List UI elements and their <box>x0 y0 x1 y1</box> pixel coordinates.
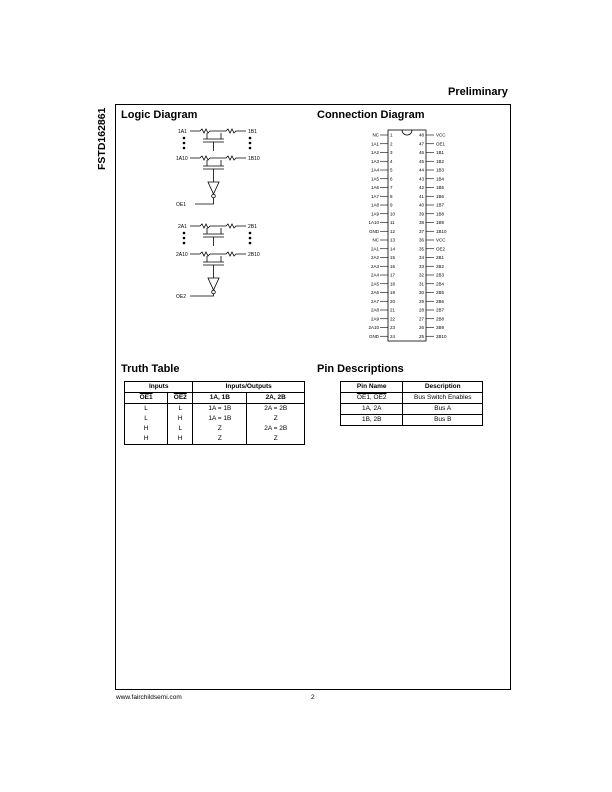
footer-page-number: 2 <box>311 694 315 701</box>
pin-name-right: 1B6 <box>436 193 445 199</box>
truth-cell: L <box>125 414 168 424</box>
pin-number-left: 21 <box>390 307 396 313</box>
pin-name-left: 2A4 <box>370 272 379 278</box>
pin-number-right: 47 <box>418 141 424 147</box>
pin-number-left: 14 <box>390 246 396 252</box>
truth-cell: 2A = 2B <box>247 424 305 434</box>
pin-number-left: 12 <box>390 228 396 234</box>
truth-header: OE1 <box>125 393 168 404</box>
truth-cell: Z <box>193 434 247 445</box>
truth-cell: H <box>168 434 193 445</box>
pin-name-left: 1A5 <box>370 176 379 182</box>
pin-name-right: 1B9 <box>436 220 445 226</box>
pin-name-right: 2B3 <box>436 272 445 278</box>
pin-number-right: 33 <box>418 263 424 269</box>
pin-cell: 1B, 2B <box>341 415 403 426</box>
pin-name-left: 2A1 <box>370 246 379 252</box>
pin-number-left: 5 <box>390 167 393 173</box>
pin-number-right: 42 <box>418 185 424 191</box>
pin-number-right: 43 <box>418 176 424 182</box>
truth-group-outputs: Inputs/Outputs <box>193 382 305 393</box>
pin-number-right: 31 <box>418 281 424 287</box>
pin-header: Pin Name <box>341 382 403 393</box>
pin-number-left: 7 <box>390 185 393 191</box>
label-1a10: 1A10 <box>176 156 188 162</box>
truth-cell: 1A = 1B <box>193 404 247 415</box>
footer-website[interactable]: www.fairchildsemi.com <box>116 694 182 701</box>
pin-name-left: 2A3 <box>370 263 379 269</box>
pin-name-left: 1A2 <box>370 150 379 156</box>
pin-name-left: 2A8 <box>370 307 379 313</box>
pin-number-left: 6 <box>390 176 393 182</box>
truth-header: 2A, 2B <box>247 393 305 404</box>
logic-diagram <box>160 122 290 312</box>
pin-number-left: 11 <box>390 220 395 226</box>
label-1b10: 1B10 <box>248 156 260 162</box>
label-2a10: 2A10 <box>176 252 188 258</box>
pin-name-left: 2A6 <box>370 290 379 296</box>
pin-name-right: 2B7 <box>436 307 445 313</box>
pin-name-left: 2A9 <box>370 316 379 322</box>
truth-cell: L <box>168 404 193 415</box>
pin-name-left: NC <box>372 237 379 243</box>
pin-number-right: 30 <box>418 290 424 296</box>
pin-name-right: 1B5 <box>436 185 445 191</box>
pin-name-right: 1B2 <box>436 158 445 164</box>
pin-name-left: GND <box>369 228 379 234</box>
pin-name-right: OE2 <box>436 246 446 252</box>
truth-cell: H <box>125 424 168 434</box>
truth-cell: H <box>168 414 193 424</box>
truth-table <box>124 381 305 445</box>
label-1a1: 1A1 <box>178 129 187 135</box>
pin-name-right: 2B5 <box>436 290 445 296</box>
truth-cell: L <box>168 424 193 434</box>
pin-number-right: 46 <box>418 150 424 156</box>
pin-name-right: VCC <box>436 132 446 138</box>
pin-number-right: 28 <box>418 307 424 313</box>
truth-header: 1A, 1B <box>193 393 247 404</box>
pin-cell: Bus Switch Enables <box>403 393 483 404</box>
pin-number-right: 44 <box>418 167 424 173</box>
pin-name-left: 1A1 <box>370 141 379 147</box>
pin-name-left: 2A10 <box>368 325 379 331</box>
pin-number-left: 19 <box>390 290 396 296</box>
pin-number-right: 41 <box>418 193 424 199</box>
truth-cell: H <box>125 434 168 445</box>
pin-name-right: 1B4 <box>436 176 445 182</box>
pin-name-left: 1A7 <box>370 193 379 199</box>
pin-number-right: 29 <box>418 298 424 304</box>
pin-number-right: 36 <box>418 237 424 243</box>
label-1b1: 1B1 <box>248 129 257 135</box>
pin-name-left: NC <box>372 132 379 138</box>
preliminary-label: Preliminary <box>448 86 508 98</box>
pin-number-left: 18 <box>390 281 396 287</box>
pin-number-left: 22 <box>390 316 396 322</box>
pin-number-left: 8 <box>390 193 393 199</box>
pin-number-right: 27 <box>418 316 424 322</box>
pin-number-left: 3 <box>390 150 393 156</box>
pin-cell: OE1, OE2 <box>341 393 403 404</box>
pin-number-right: 38 <box>418 220 424 226</box>
pin-name-right: 1B1 <box>436 150 445 156</box>
pin-name-left: 1A4 <box>370 167 379 173</box>
pin-cell: 1A, 2A <box>341 404 403 415</box>
pin-number-right: 40 <box>418 202 424 208</box>
truth-cell: 2A = 2B <box>247 404 305 415</box>
label-2b10: 2B10 <box>248 252 260 258</box>
pin-name-right: 2B6 <box>436 298 445 304</box>
pin-number-right: 34 <box>418 255 424 261</box>
pin-name-right: 2B4 <box>436 281 445 287</box>
logic-diagram-title: Logic Diagram <box>121 109 198 121</box>
truth-header: OE2 <box>168 393 193 404</box>
pin-name-right: 2B2 <box>436 263 445 269</box>
truth-cell: L <box>125 404 168 415</box>
part-number-text: FSTD162861 <box>96 107 108 170</box>
pin-number-right: 48 <box>418 132 424 138</box>
label-2a1: 2A1 <box>178 224 187 230</box>
pin-name-right: 2B1 <box>436 255 445 261</box>
pin-number-right: 39 <box>418 211 424 217</box>
pin-number-left: 24 <box>390 333 396 339</box>
connection-diagram-title: Connection Diagram <box>317 109 425 121</box>
pin-descriptions-title: Pin Descriptions <box>317 363 404 375</box>
pin-number-left: 15 <box>390 255 396 261</box>
pin-name-right: 1B7 <box>436 202 445 208</box>
pin-number-right: 26 <box>418 325 424 331</box>
truth-cell: Z <box>247 434 305 445</box>
pin-cell: Bus B <box>403 415 483 426</box>
pin-cell: Bus A <box>403 404 483 415</box>
pin-number-left: 4 <box>390 158 393 164</box>
pin-header: Description <box>403 382 483 393</box>
truth-cell: Z <box>247 414 305 424</box>
pin-number-left: 20 <box>390 298 396 304</box>
pin-number-right: 32 <box>418 272 424 278</box>
truth-group-inputs: Inputs <box>125 382 193 393</box>
pin-number-left: 17 <box>390 272 396 278</box>
pin-name-left: 2A5 <box>370 281 379 287</box>
pin-number-right: 25 <box>418 333 424 339</box>
pin-name-right: 1B10 <box>436 228 447 234</box>
part-number-vertical <box>96 107 112 186</box>
pin-name-right: 2B10 <box>436 333 447 339</box>
truth-cell: 1A = 1B <box>193 414 247 424</box>
pin-name-right: 1B8 <box>436 211 445 217</box>
label-oe1: OE1 <box>176 202 187 208</box>
pin-number-left: 16 <box>390 263 396 269</box>
pin-name-left: 1A6 <box>370 185 379 191</box>
pin-name-left: 1A3 <box>370 158 379 164</box>
connection-diagram <box>360 128 480 344</box>
pin-name-left: GND <box>369 333 379 339</box>
pin-number-left: 1 <box>390 132 393 138</box>
pin-name-right: VCC <box>436 237 446 243</box>
label-oe2: OE2 <box>176 294 187 300</box>
pin-name-right: OE1 <box>436 141 446 147</box>
pin-name-left: 1A9 <box>370 211 379 217</box>
pin-number-right: 45 <box>418 158 424 164</box>
pin-name-left: 1A8 <box>370 202 379 208</box>
pin-number-left: 10 <box>390 211 396 217</box>
pin-name-right: 2B9 <box>436 325 445 331</box>
pin-number-right: 37 <box>418 228 424 234</box>
pin-number-right: 35 <box>418 246 424 252</box>
truth-table-title: Truth Table <box>121 363 180 375</box>
truth-cell: Z <box>193 424 247 434</box>
pin-number-left: 23 <box>390 325 396 331</box>
pin-name-right: 2B8 <box>436 316 445 322</box>
pin-number-left: 2 <box>390 141 393 147</box>
pin-number-left: 9 <box>390 202 393 208</box>
pin-number-left: 13 <box>390 237 396 243</box>
pin-name-left: 1A10 <box>368 220 379 226</box>
pin-name-left: 2A7 <box>370 298 379 304</box>
label-2b1: 2B1 <box>248 224 257 230</box>
pin-name-right: 1B3 <box>436 167 445 173</box>
pin-descriptions-table <box>340 381 483 426</box>
pin-name-left: 2A2 <box>370 255 379 261</box>
